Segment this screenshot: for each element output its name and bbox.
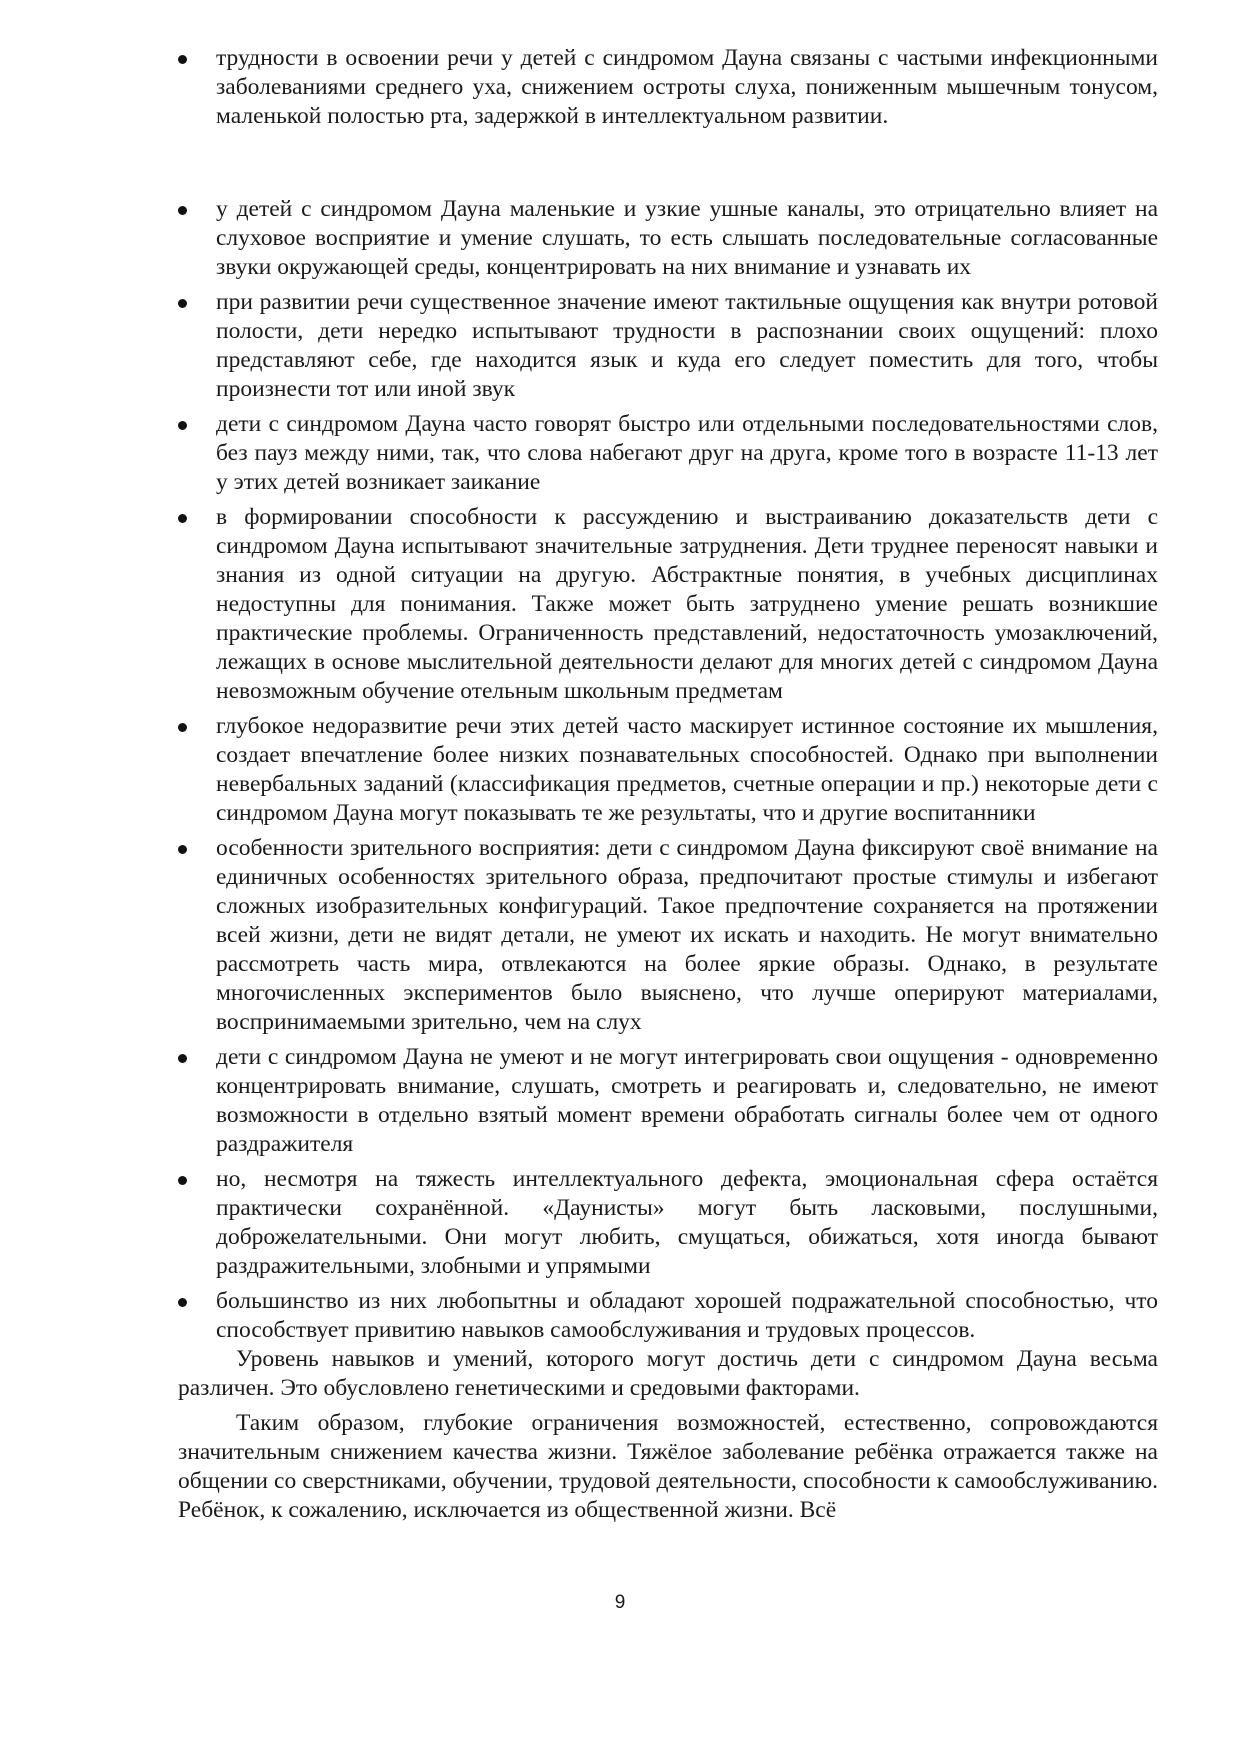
list-item [178, 834, 1158, 1037]
bullet-icon [178, 55, 187, 64]
bullet-icon [178, 845, 187, 854]
bullet-icon [178, 421, 187, 430]
bullet-icon [178, 299, 187, 308]
list-item [178, 195, 1158, 282]
bullet-list [178, 44, 1158, 1345]
list-item [178, 503, 1158, 706]
list-item-text: трудности в освоении речи у детей с синдромом Дауна связаны с частыми инфекционными заболеваниями среднего уха, снижением остроты слуха, пониженным мышечным тонусом, маленькой полостью рта, задержкой в интеллектуальном развитии. [216, 45, 1158, 129]
list-item [178, 288, 1158, 404]
bullet-icon [178, 514, 187, 523]
bullet-icon [178, 1298, 187, 1307]
list-item-text: дети с синдромом Дауна не умеют и не могут интегрировать свои ощущения - одновременно концентрировать внимание, слушать, смотреть и реагировать и, следовательно, не имеют возможности в отдельно взятый момент времени обработать сигналы более чем от одного раздражителя [216, 1044, 1158, 1157]
list-item [178, 44, 1158, 131]
body-paragraph: Уровень навыков и умений, которого могут достичь дети с синдромом Дауна весьма различен. Это обусловлено генетическими и средовыми факторами. [178, 1346, 1158, 1401]
list-item-text: большинство из них любопытны и обладают хорошей подражательной способностью, что способствует привитию навыков самообслуживания и трудовых процессов. [216, 1288, 1158, 1343]
page-number: 9 [614, 1592, 626, 1613]
list-item-text: у детей с синдромом Дауна маленькие и узкие ушные каналы, это отрицательно влияет на слуховое восприятие и умение слушать, то есть слышать последовательные согласованные звуки окружающей среды, концентрировать на них внимание и узнавать их [216, 196, 1158, 280]
list-item-text: при развитии речи существенное значение имеют тактильные ощущения как внутри ротовой полости, дети нередко испытывают трудности в распознании своих ощущений: плохо представляют себе, где находится язык и куда его следует поместить для того, чтобы произнести тот или иной звук [216, 289, 1158, 402]
page-body [178, 44, 1158, 1531]
list-item [178, 712, 1158, 828]
list-item [178, 410, 1158, 497]
list-item-text: но, несмотря на тяжесть интеллектуального дефекта, эмоциональная сфера остаётся практически сохранённой. «Даунисты» могут быть ласковыми, послушными, доброжелательными. Они могут любить, смущаться, обижаться, хотя иногда бывают раздражительными, злобными и упрямыми [216, 1166, 1158, 1279]
list-item-text: глубокое недоразвитие речи этих детей часто маскирует истинное состояние их мышления, создает впечатление более низких познавательных способностей. Однако при выполнении невербальных заданий (классификация предметов, счетные операции и пр.) некоторые дети с синдромом Дауна могут показывать те же результаты, что и другие воспитанники [216, 713, 1158, 826]
list-item [178, 1165, 1158, 1281]
list-item-text: в формировании способности к рассуждению и выстраиванию доказательств дети с синдромом Дауна испытывают значительные затруднения. Дети труднее переносят навыки и знания из одной ситуации на другую. Абстрактные понятия, в учебных дисциплинах недоступны для понимания. Также может быть затруднено умение решать возникшие практические проблемы. Ограниченность представлений, недостаточность умозаключений, лежащих в основе мыслительной деятельности делают для многих детей с синдромом Дауна невозможным обучение отельным школьным предметам [216, 504, 1158, 704]
bullet-icon [178, 723, 187, 732]
bullet-icon [178, 206, 187, 215]
list-item [178, 1287, 1158, 1345]
body-paragraph: Таким образом, глубокие ограничения возможностей, естественно, сопровождаются значительным снижением качества жизни. Тяжёлое заболевание ребёнка отражается также на общении со сверстниками, обучении, трудовой деятельности, способности к самообслуживанию. Ребёнок, к сожалению, исключается из общественной жизни. Всё [178, 1410, 1158, 1523]
bullet-icon [178, 1054, 187, 1063]
bullet-icon [178, 1176, 187, 1185]
list-item [178, 1043, 1158, 1159]
list-item-text: дети с синдромом Дауна часто говорят быстро или отдельными последовательностями слов, без пауз между ними, так, что слова набегают друг на друга, кроме того в возрасте 11-13 лет у этих детей возникает заикание [216, 411, 1158, 495]
list-item-text: особенности зрительного восприятия: дети с синдромом Дауна фиксируют своё внимание на единичных особенностях зрительного образа, предпочитают простые стимулы и избегают сложных изобразительных конфигураций. Такое предпочтение сохраняется на протяжении всей жизни, дети не видят детали, не умеют их искать и находить. Не могут внимательно рассмотреть часть мира, отвлекаются на более яркие образы. Однако, в результате многочисленных экспериментов было выяснено, что лучше оперируют материалами, воспринимаемыми зрительно, чем на слух [216, 835, 1158, 1035]
